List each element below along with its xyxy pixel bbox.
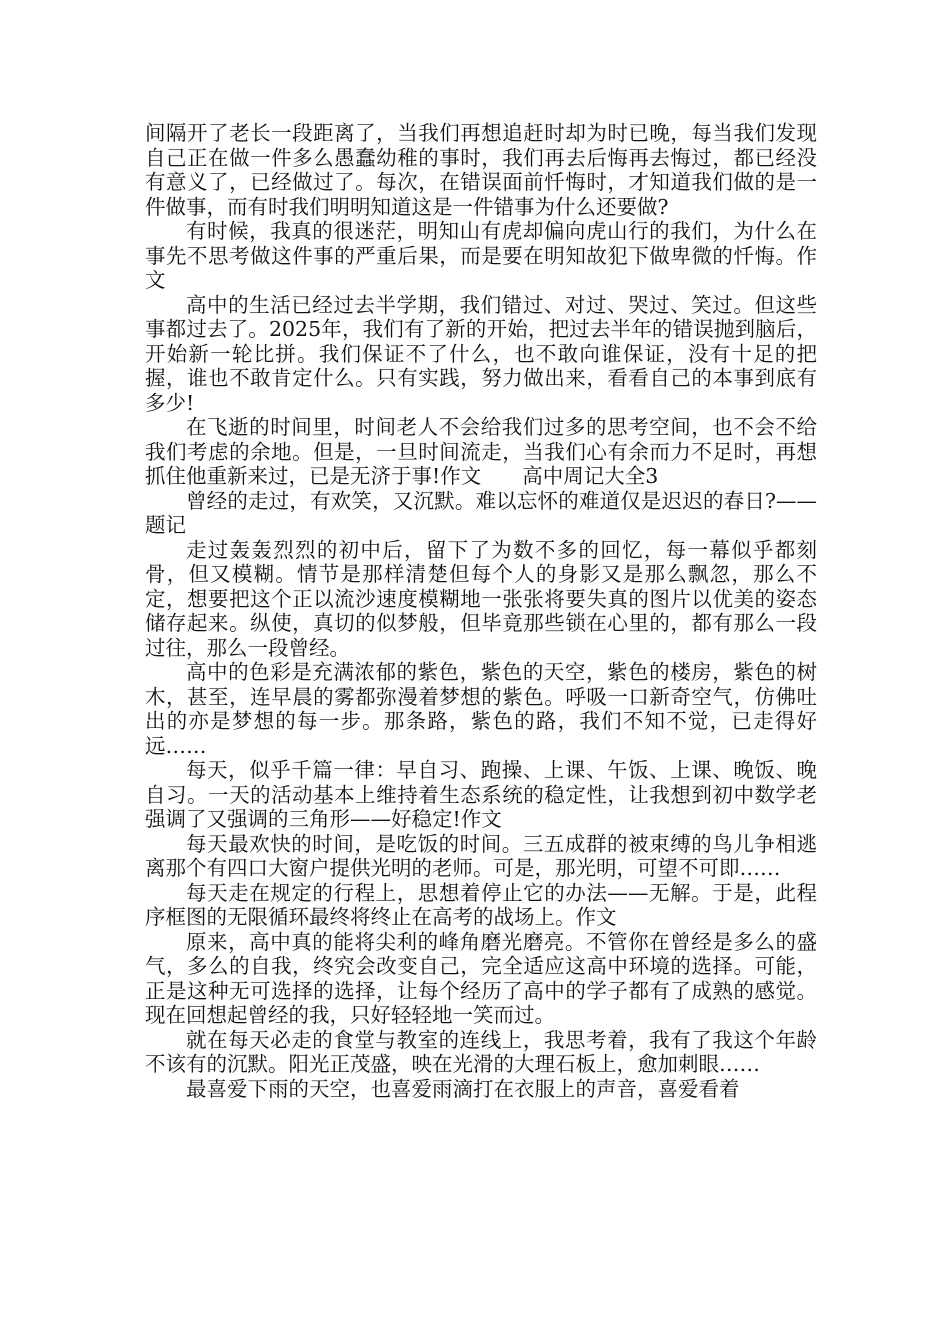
- paragraph: 有时候，我真的很迷茫，明知山有虎却偏向虎山行的我们，为什么在事先不思考做这件事的严重后果，而是要在明知故犯下做卑微的忏悔。作文: [145, 219, 817, 292]
- paragraph: 在飞逝的时间里，时间老人不会给我们过多的思考空间，也不会不给我们考虑的余地。但是，一旦时间流走，当我们心有余而力不足时，再想抓住他重新来过，已是无济于事!作文 高中周记大全3: [145, 415, 817, 488]
- paragraph: 走过轰轰烈烈的初中后，留下了为数不多的回忆，每一幕似乎都刻骨，但又模糊。情节是那样清楚但每个人的身影又是那么飘忽，那么不定，想要把这个正以流沙速度模糊地一张张将要失真的图片以优美的姿态储存起来。纵使，真切的似梦般，但毕竟那些锁在心里的，都有那么一段过往，那么一段曾经。: [145, 537, 817, 660]
- paragraph-continuation: 间隔开了老长一段距离了，当我们再想追赶时却为时已晚，每当我们发现自己正在做一件多么愚蠢幼稚的事时，我们再去后悔再去悔过，都已经没有意义了，已经做过了。每次，在错误面前忏悔时，才知道我们做的是一件做事，而有时我们明明知道这是一件错事为什么还要做?: [145, 121, 817, 219]
- document-body: [145, 121, 817, 1101]
- paragraph: 每天最欢快的时间，是吃饭的时间。三五成群的被束缚的鸟儿争相逃离那个有四口大窗户提供光明的老师。可是，那光明，可望不可即……: [145, 831, 817, 880]
- paragraph: 曾经的走过，有欢笑，又沉默。难以忘怀的难道仅是迟迟的春日?——题记: [145, 488, 817, 537]
- paragraph: 原来，高中真的能将尖利的峰角磨光磨亮。不管你在曾经是多么的盛气，多么的自我，终究会改变自己，完全适应这高中环境的选择。可能，正是这种无可选择的选择，让每个经历了高中的学子都有了成熟的感觉。现在回想起曾经的我，只好轻轻地一笑而过。: [145, 929, 817, 1027]
- paragraph: 就在每天必走的食堂与教室的连线上，我思考着，我有了我这个年龄不该有的沉默。阳光正茂盛，映在光滑的大理石板上，愈加刺眼……: [145, 1027, 817, 1076]
- paragraph: 每天走在规定的行程上，思想着停止它的办法——无解。于是，此程序框图的无限循环最终将终止在高考的战场上。作文: [145, 880, 817, 929]
- paragraph: 每天，似乎千篇一律：早自习、跑操、上课、午饭、上课、晚饭、晚自习。一天的活动基本上维持着生态系统的稳定性，让我想到初中数学老强调了又强调的三角形——好稳定!作文: [145, 758, 817, 831]
- paragraph: 高中的生活已经过去半学期，我们错过、对过、哭过、笑过。但这些事都过去了。2025年，我们有了新的开始，把过去半年的错误抛到脑后，开始新一轮比拼。我们保证不了什么，也不敢向谁保证，没有十足的把握，谁也不敢肯定什么。只有实践，努力做出来，看看自己的本事到底有多少!: [145, 292, 817, 415]
- paragraph: 最喜爱下雨的天空，也喜爱雨滴打在衣服上的声音，喜爱看着: [186, 1076, 740, 1101]
- paragraph: 高中的色彩是充满浓郁的紫色，紫色的天空，紫色的楼房，紫色的树木，甚至，连早晨的雾都弥漫着梦想的紫色。呼吸一口新奇空气，仿佛吐出的亦是梦想的每一步。那条路，紫色的路，我们不知不觉，已走得好远……: [145, 660, 817, 758]
